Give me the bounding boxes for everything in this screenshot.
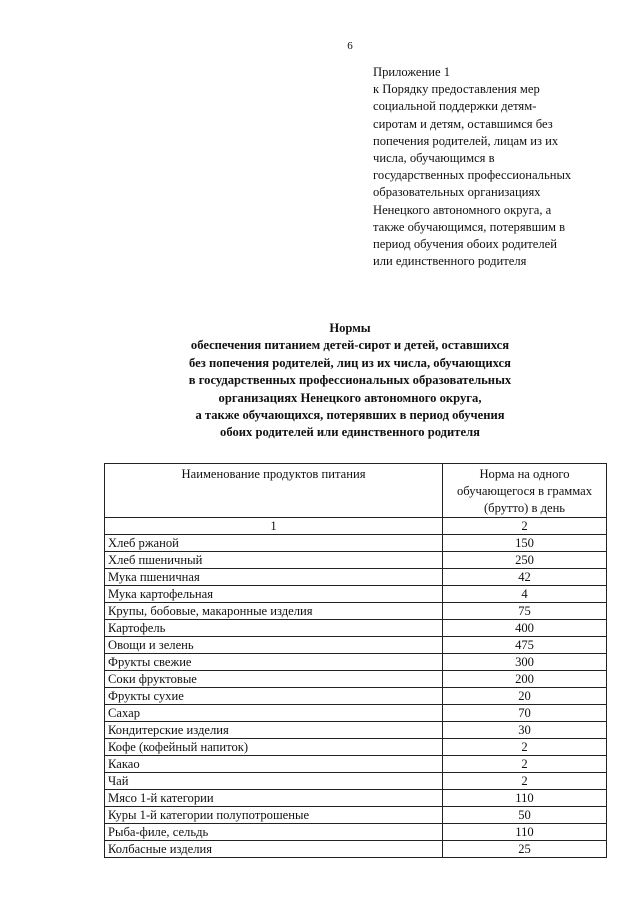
index-cell: 2	[443, 518, 607, 535]
appendix-line: попечения родителей, лицам из их	[373, 133, 559, 148]
product-name-cell: Чай	[105, 773, 443, 790]
appendix-note	[373, 64, 638, 270]
table-row	[105, 552, 607, 569]
table-row	[105, 603, 607, 620]
product-name-cell: Фрукты свежие	[105, 654, 443, 671]
table-row	[105, 807, 607, 824]
table-row	[105, 654, 607, 671]
norm-value-cell: 250	[443, 552, 607, 569]
norm-value-cell: 300	[443, 654, 607, 671]
norm-value-cell: 20	[443, 688, 607, 705]
table-row	[105, 841, 607, 858]
table-row	[105, 688, 607, 705]
product-name-cell: Мука пшеничная	[105, 569, 443, 586]
product-name-cell: Кофе (кофейный напиток)	[105, 739, 443, 756]
table-row	[105, 705, 607, 722]
table-row	[105, 637, 607, 654]
product-name-cell: Куры 1-й категории полупотрошеные	[105, 807, 443, 824]
appendix-line: числа, обучающимся в	[373, 151, 495, 166]
product-name-cell: Мука картофельная	[105, 586, 443, 603]
appendix-line: Ненецкого автономного округа, а	[373, 202, 552, 217]
product-name-cell: Овощи и зелень	[105, 637, 443, 654]
product-name-cell: Картофель	[105, 620, 443, 637]
appendix-line: социальной поддержки детям-	[373, 99, 537, 114]
norm-value-cell: 50	[443, 807, 607, 824]
appendix-line: Приложение 1	[373, 65, 451, 79]
table-row	[105, 535, 607, 552]
document-heading	[0, 320, 640, 442]
norm-value-cell: 75	[443, 603, 607, 620]
product-name-cell: Соки фруктовые	[105, 671, 443, 688]
product-name-cell: Крупы, бобовые, макаронные изделия	[105, 603, 443, 620]
norm-value-cell: 70	[443, 705, 607, 722]
appendix-line: или единственного родителя	[373, 254, 527, 269]
product-name-cell: Мясо 1-й категории	[105, 790, 443, 807]
heading-line: обеспечения питанием детей-сирот и детей, оставшихся	[190, 338, 510, 353]
product-name-cell: Хлеб ржаной	[105, 535, 443, 552]
appendix-line: к Порядку предоставления мер	[373, 82, 540, 97]
index-cell: 1	[105, 518, 443, 535]
table-header-row	[105, 464, 607, 518]
table-row	[105, 586, 607, 603]
appendix-line: образовательных организациях	[373, 185, 541, 200]
table-row	[105, 722, 607, 739]
norm-value-cell: 2	[443, 773, 607, 790]
table-row	[105, 620, 607, 637]
appendix-line: сиротам и детям, оставшимся без	[373, 116, 553, 131]
appendix-line: период обучения обоих родителей	[373, 237, 557, 252]
table-row	[105, 790, 607, 807]
column-header-product: Наименование продуктов питания	[105, 464, 443, 518]
table-row	[105, 824, 607, 841]
norm-value-cell: 2	[443, 739, 607, 756]
norm-value-cell: 110	[443, 824, 607, 841]
heading-line: без попечения родителей, лиц из их числа, обучающихся	[189, 355, 511, 370]
norm-value-cell: 150	[443, 535, 607, 552]
product-name-cell: Рыба-филе, сельдь	[105, 824, 443, 841]
table-row	[105, 671, 607, 688]
heading-line: обоих родителей или единственного родителя	[220, 425, 480, 440]
table-row	[105, 773, 607, 790]
table-row	[105, 569, 607, 586]
table-index-row	[105, 518, 607, 535]
heading-line: организациях Ненецкого автономного округа,	[218, 390, 482, 405]
column-header-norm: Норма на одного обучающегося в граммах (брутто) в день	[443, 464, 607, 518]
norm-value-cell: 110	[443, 790, 607, 807]
product-name-cell: Сахар	[105, 705, 443, 722]
product-name-cell: Хлеб пшеничный	[105, 552, 443, 569]
norm-value-cell: 4	[443, 586, 607, 603]
heading-title: Нормы	[329, 321, 371, 335]
table-body	[105, 518, 607, 858]
product-name-cell: Какао	[105, 756, 443, 773]
product-name-cell: Колбасные изделия	[105, 841, 443, 858]
heading-line: в государственных профессиональных образовательных	[188, 373, 512, 388]
table-row	[105, 756, 607, 773]
norm-value-cell: 2	[443, 756, 607, 773]
norm-value-cell: 400	[443, 620, 607, 637]
food-norms-table	[104, 463, 607, 858]
page-number: 6	[347, 40, 353, 52]
table-row	[105, 739, 607, 756]
product-name-cell: Кондитерские изделия	[105, 722, 443, 739]
appendix-line: также обучающимся, потерявшим в	[373, 219, 566, 234]
norm-value-cell: 25	[443, 841, 607, 858]
norm-value-cell: 30	[443, 722, 607, 739]
heading-line: а также обучающихся, потерявших в период обучения	[195, 408, 505, 423]
product-name-cell: Фрукты сухие	[105, 688, 443, 705]
norm-value-cell: 200	[443, 671, 607, 688]
appendix-line: государственных профессиональных	[373, 168, 572, 183]
norm-value-cell: 475	[443, 637, 607, 654]
norm-value-cell: 42	[443, 569, 607, 586]
